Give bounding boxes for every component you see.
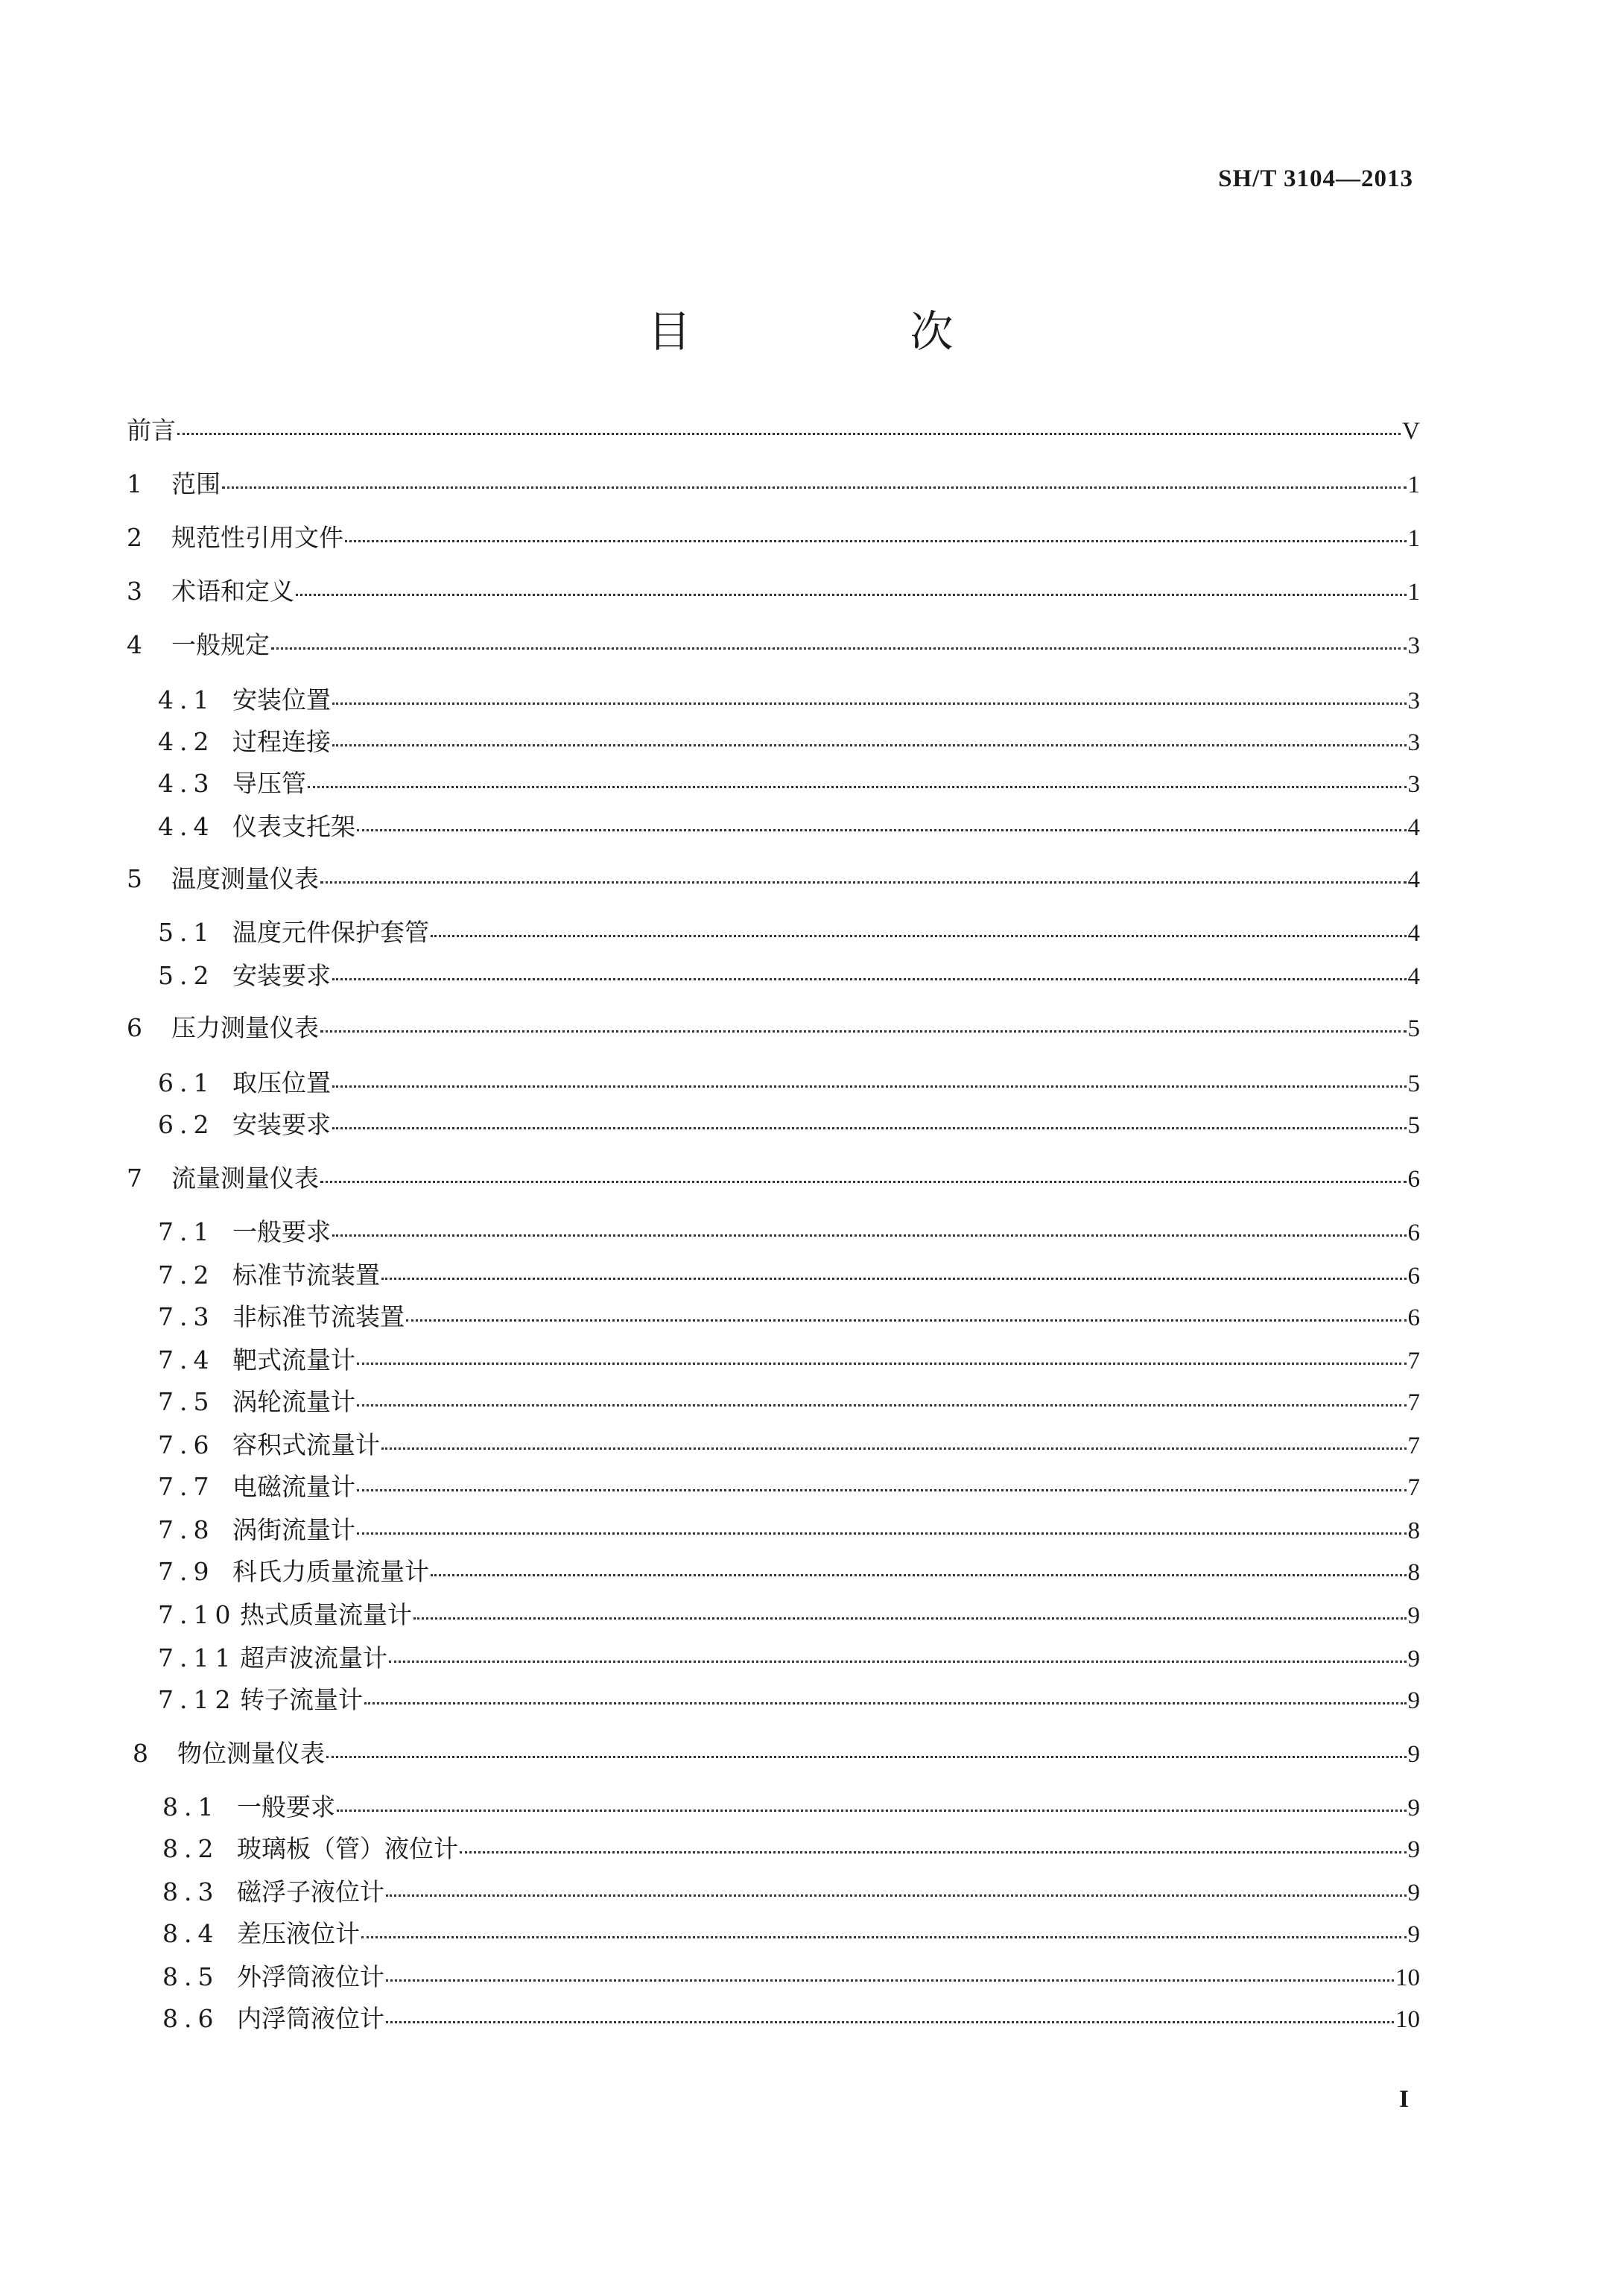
toc-entry[interactable] [158, 961, 1420, 992]
toc-dot-leader [296, 594, 1407, 596]
toc-entry-label: 术语和定义 [171, 577, 294, 606]
toc-entry-number: 6.2 [158, 1110, 215, 1139]
toc-entry-label: 前言 [127, 416, 176, 445]
toc-entry-page: 3 [1407, 771, 1420, 798]
toc-entry[interactable] [158, 918, 1420, 948]
toc-entry-label: 一般要求 [237, 1792, 335, 1821]
toc-dot-leader [357, 829, 1407, 831]
toc-dot-leader [332, 1234, 1407, 1237]
toc-entry-label: 外浮筒液位计 [237, 1962, 384, 1991]
toc-entry[interactable] [127, 577, 1420, 607]
toc-entry-number: 7.10 [158, 1600, 237, 1629]
toc-entry[interactable] [158, 1515, 1420, 1546]
toc-dot-leader [177, 433, 1401, 435]
toc-dot-leader [357, 1489, 1407, 1491]
toc-entry-number: 4.1 [158, 685, 215, 714]
toc-entry-label: 靶式流量计 [232, 1345, 355, 1374]
toc-entry-label: 一般要求 [232, 1217, 331, 1246]
toc-dot-leader [361, 1936, 1407, 1938]
toc-entry-number: 8.2 [162, 1834, 220, 1863]
toc-entry-page: 5 [1407, 1071, 1420, 1097]
toc-entry-page: 6 [1407, 1166, 1420, 1193]
toc-entry[interactable] [162, 1834, 1420, 1865]
toc-dot-leader [386, 2021, 1394, 2023]
toc-entry-label: 仪表支托架 [232, 812, 355, 841]
toc-entry-page: 1 [1407, 579, 1420, 606]
toc-entry[interactable] [127, 469, 1420, 500]
toc-entry[interactable] [158, 1643, 1420, 1674]
toc-dot-leader [332, 703, 1407, 705]
toc-entry-number: 4.2 [158, 727, 215, 756]
toc-entry-label: 差压液位计 [237, 1919, 360, 1948]
toc-dot-leader [431, 935, 1407, 937]
toc-entry[interactable] [162, 2004, 1420, 2035]
toc-dot-leader [386, 1979, 1394, 1982]
toc-dot-leader [357, 1404, 1407, 1407]
toc-dot-leader [413, 1617, 1407, 1620]
toc-entry-label: 容积式流量计 [232, 1430, 380, 1459]
toc-entry-number: 8.3 [162, 1877, 220, 1906]
toc-entry-label: 温度元件保护套管 [232, 918, 429, 947]
toc-dot-leader [357, 1532, 1407, 1535]
toc-entry-number: 7.1 [158, 1217, 215, 1246]
toc-entry-number: 4.3 [158, 769, 215, 798]
toc-dot-leader [364, 1702, 1407, 1704]
toc-dot-leader [406, 1319, 1407, 1322]
toc-entry[interactable] [158, 812, 1420, 843]
toc-entry-page: 8 [1407, 1518, 1420, 1544]
toc-entry-number: 5.1 [158, 918, 215, 947]
toc-dot-leader [320, 881, 1407, 884]
toc-entry-number: 7.7 [158, 1472, 215, 1501]
toc-entry[interactable] [158, 1472, 1420, 1503]
toc-dot-leader [381, 1278, 1407, 1280]
toc-entry-label: 安装位置 [232, 685, 331, 714]
toc-entry-label: 一般规定 [171, 630, 270, 659]
toc-dot-leader [332, 978, 1407, 980]
toc-entry-page: 4 [1407, 866, 1420, 893]
toc-entry[interactable] [158, 1217, 1420, 1248]
toc-entry-page: 9 [1407, 1795, 1420, 1821]
toc-entry-label: 转子流量计 [240, 1685, 363, 1714]
toc-entry[interactable] [158, 1302, 1420, 1333]
toc-entry-page: 4 [1407, 920, 1420, 947]
toc-dot-leader [271, 647, 1407, 650]
toc-entry-number: 4.4 [158, 812, 215, 841]
toc-entry-label: 取压位置 [232, 1068, 331, 1097]
toc-entry-page: 7 [1407, 1433, 1420, 1459]
toc-dot-leader [386, 1894, 1407, 1897]
toc-entry-label: 热式质量流量计 [240, 1600, 412, 1629]
toc-entry-page: 7 [1407, 1389, 1420, 1416]
toc-entry-number: 3 [127, 577, 142, 606]
toc-entry-number: 8 [133, 1739, 148, 1768]
toc-entry[interactable] [127, 416, 1420, 446]
toc-entry[interactable] [127, 523, 1420, 554]
toc-entry[interactable] [158, 769, 1420, 799]
toc-entry-label: 玻璃板（管）液位计 [237, 1834, 458, 1863]
toc-dot-leader [332, 1085, 1407, 1088]
toc-entry-page: 3 [1407, 632, 1420, 659]
toc-entry[interactable] [162, 1877, 1420, 1908]
toc-entry-label: 磁浮子液位计 [237, 1877, 384, 1906]
toc-entry-number: 7.2 [158, 1260, 215, 1290]
toc-entry[interactable] [158, 1685, 1420, 1716]
toc-entry-page: 9 [1407, 1836, 1420, 1863]
toc-entry-page: 10 [1395, 2006, 1420, 2033]
toc-entry-page: 10 [1395, 1964, 1420, 1991]
toc-dot-leader [326, 1756, 1407, 1758]
toc-entry-number: 7 [127, 1164, 142, 1193]
toc-entry-number: 7.3 [158, 1302, 215, 1331]
toc-entry-label: 流量测量仪表 [171, 1164, 319, 1193]
toc-dot-leader [308, 786, 1407, 788]
toc-entry-page: 1 [1407, 472, 1420, 498]
toc-dot-leader [381, 1447, 1407, 1450]
toc-entry-page: 1 [1407, 525, 1420, 552]
toc-dot-leader [332, 1127, 1407, 1129]
toc-entry-label: 范围 [171, 469, 221, 498]
toc-entry-number: 7.6 [158, 1430, 215, 1459]
toc-entry[interactable] [127, 1164, 1420, 1194]
toc-entry-page: 9 [1407, 1646, 1420, 1672]
toc-entry-number: 8.4 [162, 1919, 220, 1948]
toc-entry[interactable] [162, 1962, 1420, 1993]
toc-dot-leader [389, 1661, 1407, 1663]
toc-entry[interactable] [127, 630, 1420, 661]
toc-entry[interactable] [162, 1919, 1420, 1950]
toc-entry[interactable] [158, 1068, 1420, 1099]
toc-entry-label: 非标准节流装置 [232, 1302, 405, 1331]
toc-entry[interactable] [158, 1110, 1420, 1141]
toc-entry-page: 3 [1407, 688, 1420, 714]
toc-entry[interactable] [158, 1387, 1420, 1418]
toc-entry-number: 4 [127, 630, 142, 659]
toc-dot-leader [320, 1181, 1407, 1183]
toc-entry-number: 6.1 [158, 1068, 215, 1097]
toc-entry-label: 标准节流装置 [232, 1260, 380, 1290]
toc-entry-number: 8.5 [162, 1962, 220, 1991]
toc-entry-label: 压力测量仪表 [171, 1013, 319, 1042]
toc-entry-number: 7.9 [158, 1557, 215, 1586]
toc-entry[interactable] [158, 1557, 1420, 1588]
toc-dot-leader [222, 486, 1407, 489]
toc-entry[interactable] [127, 864, 1420, 895]
toc-entry-page: 4 [1407, 963, 1420, 990]
toc-entry[interactable] [158, 727, 1420, 758]
toc-entry-label: 规范性引用文件 [171, 523, 343, 552]
toc-entry-label: 涡街流量计 [232, 1515, 355, 1544]
toc-entry-number: 7.5 [158, 1387, 215, 1416]
toc-entry[interactable] [133, 1739, 1420, 1769]
toc-entry-number: 7.11 [158, 1643, 237, 1672]
toc-entry-label: 涡轮流量计 [232, 1387, 355, 1416]
toc-dot-leader [337, 1810, 1407, 1812]
toc-entry[interactable] [158, 1260, 1420, 1291]
standard-code: SH/T 3104—2013 [1218, 165, 1413, 192]
toc-entry-number: 8.6 [162, 2004, 220, 2033]
toc-entry-page: 5 [1407, 1112, 1420, 1139]
toc-dot-leader [460, 1851, 1407, 1853]
toc-dot-leader [345, 540, 1407, 542]
toc-entry-label: 安装要求 [232, 1110, 331, 1139]
toc-entry-page: 9 [1407, 1880, 1420, 1906]
toc-entry-number: 5.2 [158, 961, 215, 990]
toc-entry-page: 6 [1407, 1220, 1420, 1246]
page-number: I [1399, 2086, 1409, 2113]
toc-entry-page: 7 [1407, 1474, 1420, 1501]
toc-entry-number: 7.12 [158, 1685, 237, 1714]
toc-entry-label: 科氏力质量流量计 [232, 1557, 429, 1586]
toc-entry-label: 物位测量仪表 [177, 1739, 325, 1768]
toc-entry[interactable] [162, 1792, 1420, 1823]
toc-dot-leader [320, 1030, 1407, 1033]
toc-entry[interactable] [158, 1430, 1420, 1461]
toc-entry-page: 6 [1407, 1263, 1420, 1290]
toc-entry-page: 9 [1407, 1921, 1420, 1948]
toc-entry-page: V [1402, 418, 1420, 445]
toc-entry-number: 5 [127, 864, 142, 893]
toc-entry-label: 温度测量仪表 [171, 864, 319, 893]
toc-entry-label: 超声波流量计 [240, 1643, 387, 1672]
toc-dot-leader [431, 1574, 1407, 1576]
toc-entry-number: 7.8 [158, 1515, 215, 1544]
toc-entry-label: 安装要求 [232, 961, 331, 990]
toc-entry-number: 2 [127, 523, 142, 552]
toc-entry-page: 8 [1407, 1559, 1420, 1586]
toc-entry-page: 5 [1407, 1015, 1420, 1042]
toc-entry-page: 9 [1407, 1602, 1420, 1629]
toc-entry-page: 6 [1407, 1304, 1420, 1331]
toc-entry-page: 7 [1407, 1348, 1420, 1374]
toc-entry[interactable] [158, 1600, 1420, 1631]
toc-entry-page: 9 [1407, 1741, 1420, 1768]
toc-entry-label: 过程连接 [232, 727, 331, 756]
toc-dot-leader [357, 1363, 1407, 1365]
toc-entry-number: 8.1 [162, 1792, 220, 1821]
toc-entry-page: 4 [1407, 814, 1420, 841]
toc-entry-label: 内浮筒液位计 [237, 2004, 384, 2033]
toc-entry-number: 1 [127, 469, 142, 498]
toc-entry[interactable] [158, 685, 1420, 716]
toc-entry-page: 3 [1407, 729, 1420, 756]
toc-dot-leader [332, 744, 1407, 746]
toc-entry-label: 导压管 [232, 769, 306, 798]
toc-entry-page: 9 [1407, 1687, 1420, 1714]
toc-entry-label: 电磁流量计 [232, 1472, 355, 1501]
toc-entry-number: 6 [127, 1013, 142, 1042]
toc-entry[interactable] [127, 1013, 1420, 1044]
toc-entry[interactable] [158, 1345, 1420, 1376]
page-title: 目 次 [647, 306, 1042, 357]
toc-entry-number: 7.4 [158, 1345, 215, 1374]
